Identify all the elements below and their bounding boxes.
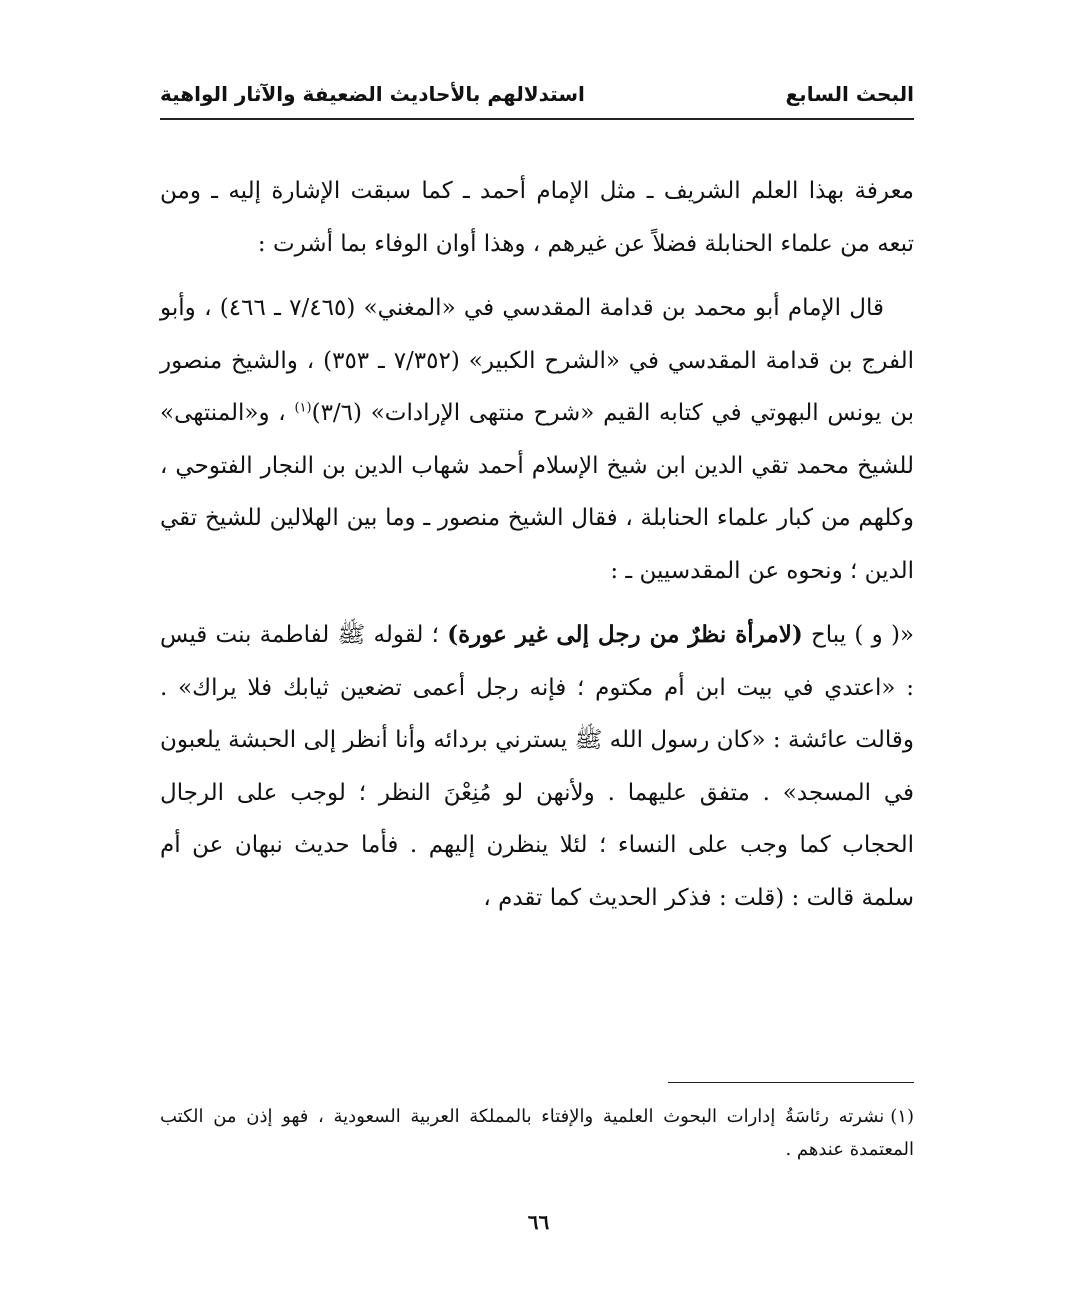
header-divider — [160, 118, 914, 120]
footnote-marker: (١) — [890, 1106, 914, 1127]
footnote-divider — [668, 1082, 914, 1083]
footnote — [160, 1100, 914, 1166]
footnote-reference[interactable]: (١) — [294, 400, 312, 416]
footnote-text: نشرته رئاسَةُ إدارات البحوث العلمية والإفتاء بالمملكة العربية السعودية ، فهو إذن من الكتب المعتمدة عندهم . — [160, 1106, 914, 1160]
quote-bold-text: (لامرأة نظرٌ من رجل إلى غير عورة) — [447, 621, 803, 648]
running-header — [160, 76, 914, 114]
main-text — [160, 165, 914, 924]
paragraph-quote — [160, 609, 914, 924]
chapter-label: البحث السابع — [785, 82, 914, 106]
footnote-line — [160, 1100, 914, 1166]
paragraph-sources — [160, 282, 914, 597]
sources-text-start: قال الإمام أبو محمد بن قدامة المقدسي في «المغني» (٧/٤٦٥ ـ ٤٦٦) ، وأبو الفرج بن قدامة المقدسي في «الشرح الكبير» (٧/٣٥٢ ـ ٣٥٣) ، والشيخ منصور بن يونس البهوتي في كتابه القيم «شرح منتهى الإرادات» (٣/٦) — [160, 295, 914, 426]
quote-rest: ؛ لقوله ﷺ لفاطمة بنت قيس : «اعتدي في بيت ابن أم مكتوم ؛ فإنه رجل أعمى تضعين ثيابك فلا يراك» . وقالت عائشة : «كان رسول الله ﷺ يسترني بردائه وأنا أنظر إلى الحبشة يلعبون في المسجد» . متفق عليهما . ولأنهن لو مُنِعْنَ النظر ؛ لوجب على الرجال الحجاب كما وجب على النساء ؛ لئلا ينظرن إليهم . فأما حديث نبهان عن أم سلمة قالت : (قلت : فذكر الحديث كما تقدم ، — [160, 622, 914, 911]
quote-open: «( و ) يباح — [802, 622, 914, 648]
paragraph-intro: معرفة بهذا العلم الشريف ـ مثل الإمام أحمد ـ كما سبقت الإشارة إليه ـ ومن تبعه من علماء الحنابلة فضلاً عن غيرهم ، وهذا أوان الوفاء بما أشرت : — [160, 178, 914, 257]
running-title: استدلالهم بالأحاديث الضعيفة والآثار الواهية — [160, 82, 585, 106]
sources-text-end: ، و«المنتهى» للشيخ محمد تقي الدين ابن شيخ الإسلام أحمد شهاب الدين بن النجار الفتوحي ، وكلهم من كبار علماء الحنابلة ، فقال الشيخ منصور ـ وما بين الهلالين للشيخ تقي الدين ؛ ونحوه عن المقدسيين ـ : — [160, 400, 914, 584]
page-number: ٦٦ — [527, 1210, 550, 1234]
